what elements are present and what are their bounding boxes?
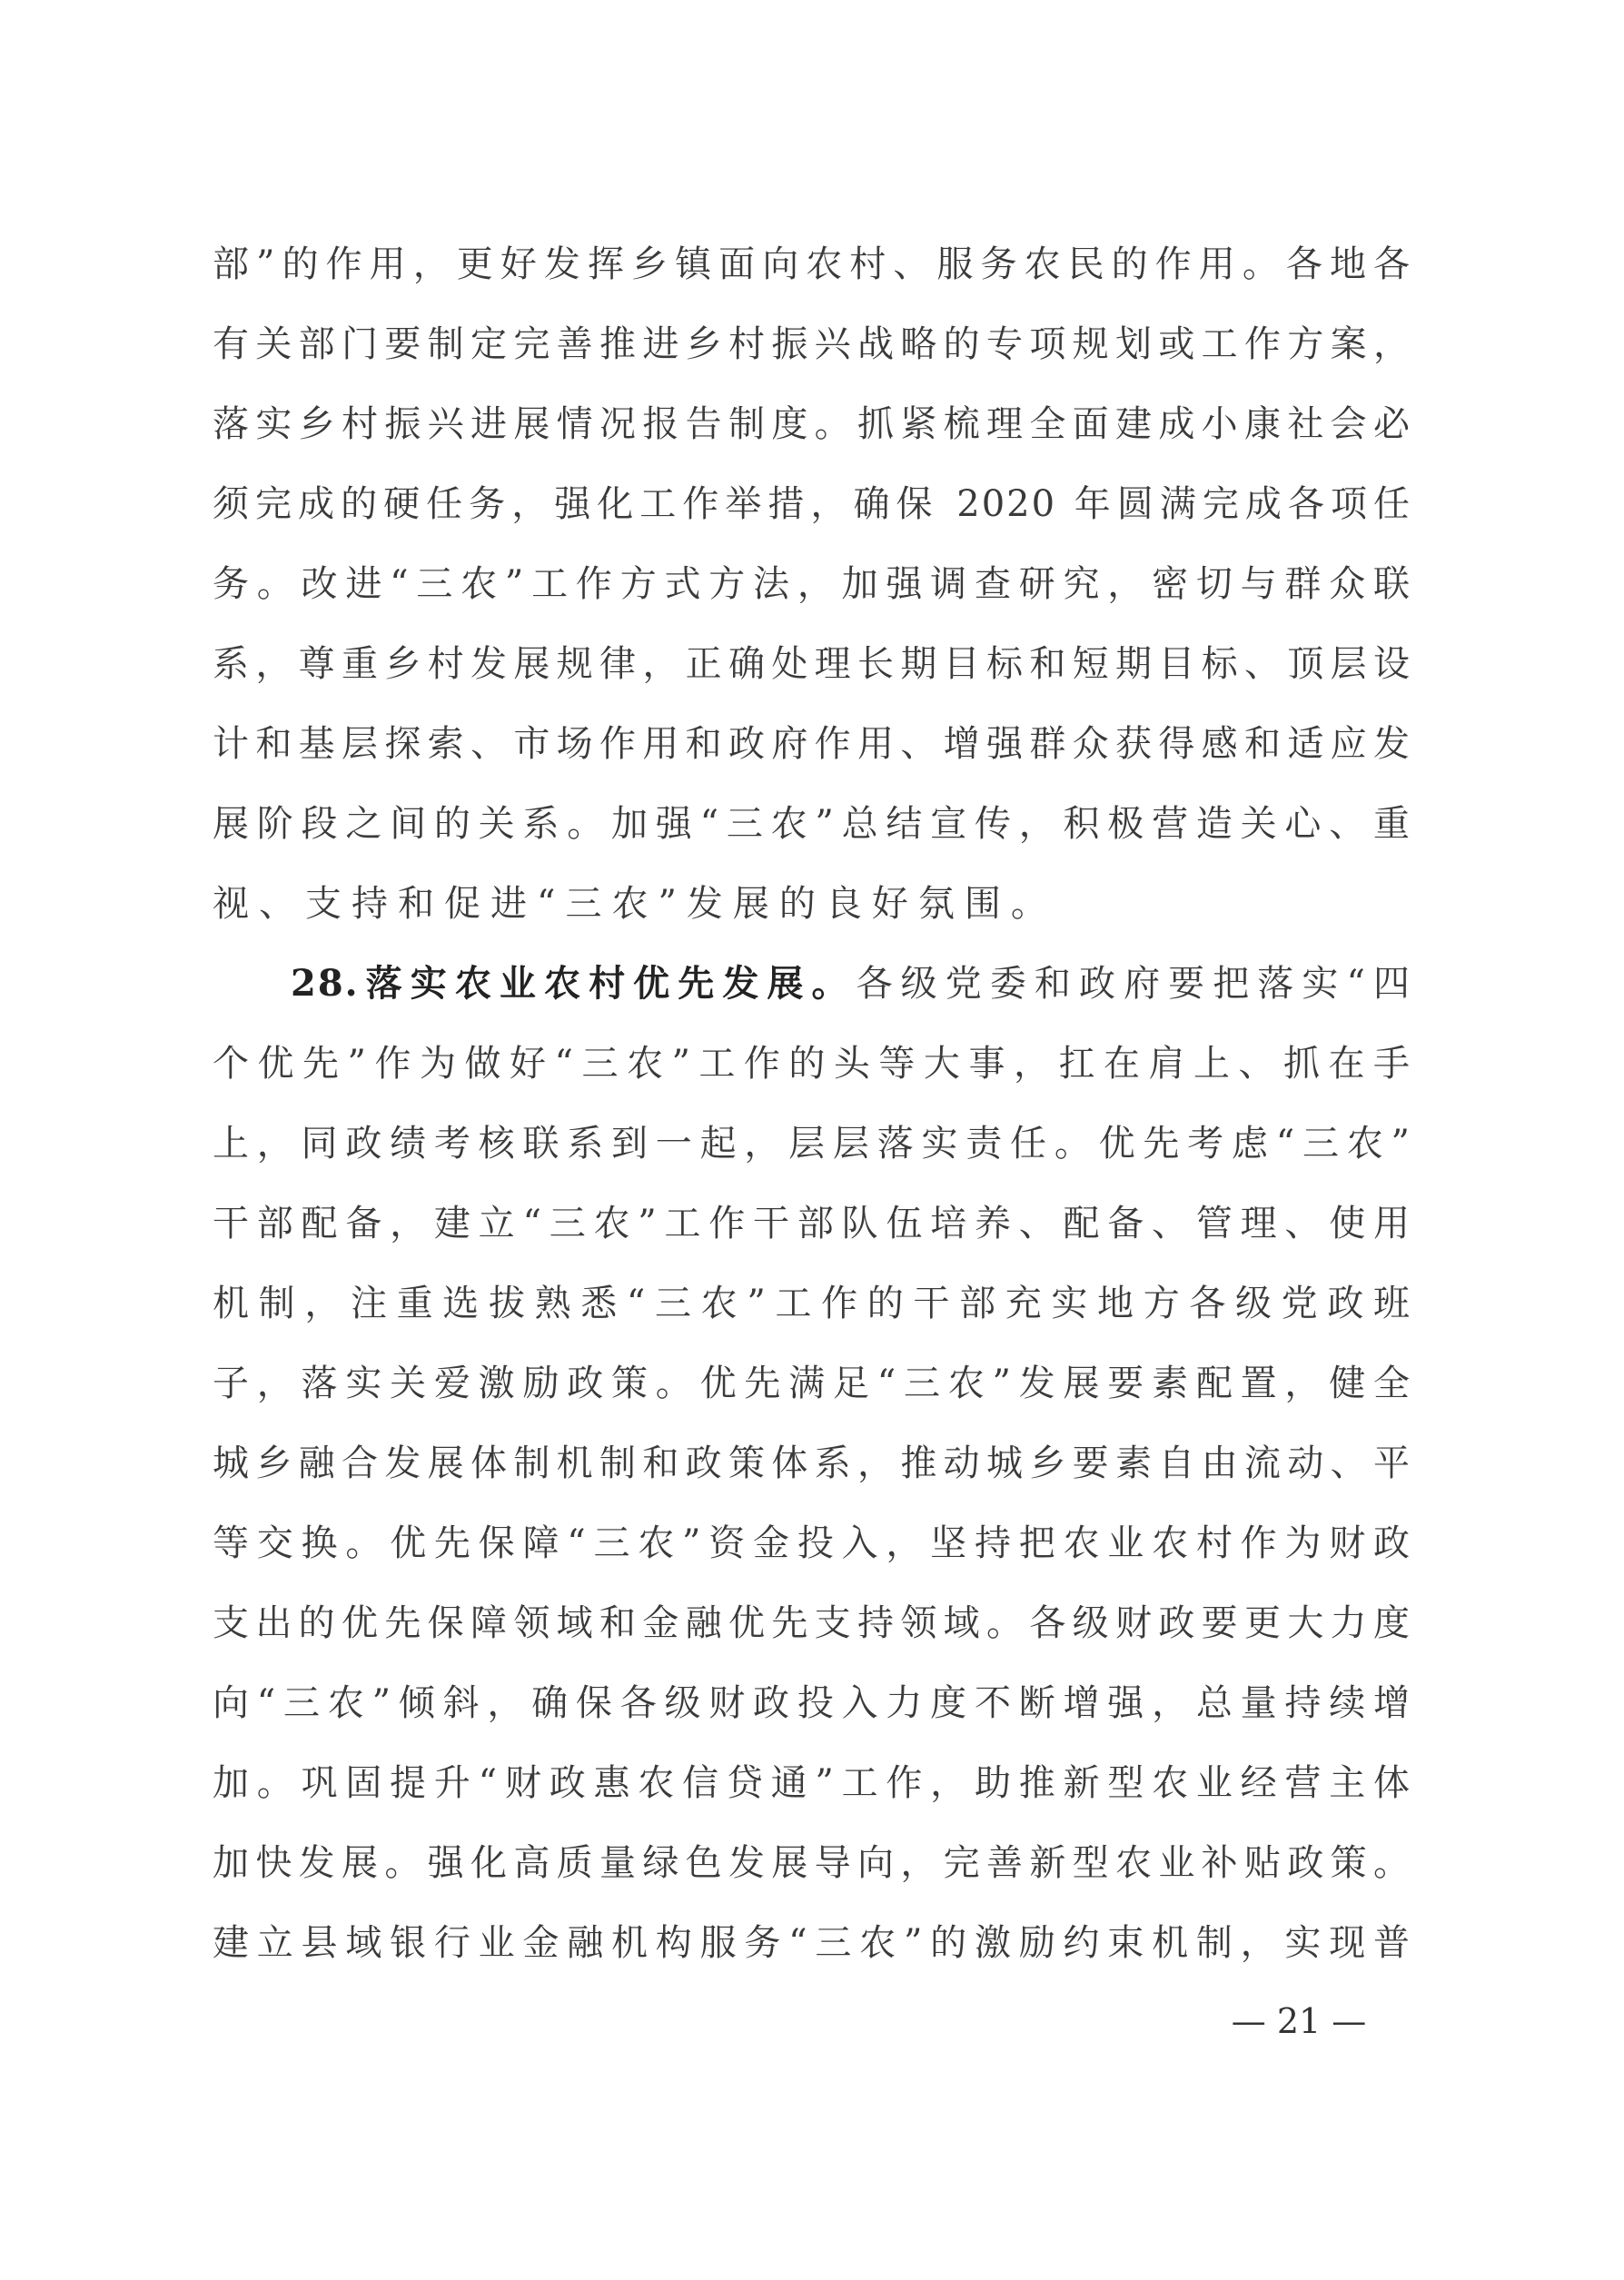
text-line: 视、支持和促进“三农”发展的良好氛围。 (213, 883, 1057, 925)
text-line: 展阶段之间的关系。加强“三农”总结宣传，积极营造关心、重 (213, 803, 1411, 845)
text-line: 系，尊重乡村发展规律，正确处理长期目标和短期目标、顶层设 (213, 643, 1411, 685)
text-line: 加快发展。强化高质量绿色发展导向，完善新型农业补贴政策。 (213, 1842, 1411, 1884)
text-line: 上，同政绩考核联系到一起，层层落实责任。优先考虑“三农” (213, 1123, 1411, 1165)
text-line: 落实乡村振兴进展情况报告制度。抓紧梳理全面建成小康社会必 (213, 403, 1411, 445)
text-line: 支出的优先保障领域和金融优先支持领域。各级财政要更大力度 (213, 1602, 1411, 1644)
text-line: 等交换。优先保障“三农”资金投入，坚持把农业农村作为财政 (213, 1522, 1411, 1564)
text-line: 建立县域银行业金融机构服务“三农”的激励约束机制，实现普 (213, 1922, 1411, 1964)
text-line: 加。巩固提升“财政惠农信贷通”工作，助推新型农业经营主体 (213, 1762, 1411, 1804)
text-line: 向“三农”倾斜，确保各级财政投入力度不断增强，总量持续增 (213, 1682, 1411, 1724)
text-line: 干部配备，建立“三农”工作干部队伍培养、配备、管理、使用 (213, 1203, 1411, 1244)
text-line: 计和基层探索、市场作用和政府作用、增强群众获得感和适应发 (213, 723, 1411, 765)
page-number: — 21 — (1231, 2001, 1367, 2041)
section-heading: 28.落实农业农村优先发展。 (291, 962, 857, 1005)
text-line: 机制，注重选拔熟悉“三农”工作的干部充实地方各级党政班 (213, 1283, 1411, 1324)
text-line: 部”的作用，更好发挥乡镇面向农村、服务农民的作用。各地各 (213, 243, 1411, 285)
text-line: 务。改进“三农”工作方式方法，加强调查研究，密切与群众联 (213, 563, 1411, 605)
text-line: 须完成的硬任务，强化工作举措，确保 2020 年圆满完成各项任 (213, 483, 1411, 525)
paragraph-first-line (291, 952, 1411, 1016)
text-span: 各级党委和政府要把落实“四 (856, 963, 1412, 1005)
text-line: 子，落实关爱激励政策。优先满足“三农”发展要素配置，健全 (213, 1363, 1411, 1404)
text-line: 城乡融合发展体制机制和政策体系，推动城乡要素自由流动、平 (213, 1442, 1411, 1484)
text-line: 有关部门要制定完善推进乡村振兴战略的专项规划或工作方案， (213, 323, 1411, 365)
text-line: 个优先”作为做好“三农”工作的头等大事，扛在肩上、抓在手 (213, 1043, 1411, 1085)
